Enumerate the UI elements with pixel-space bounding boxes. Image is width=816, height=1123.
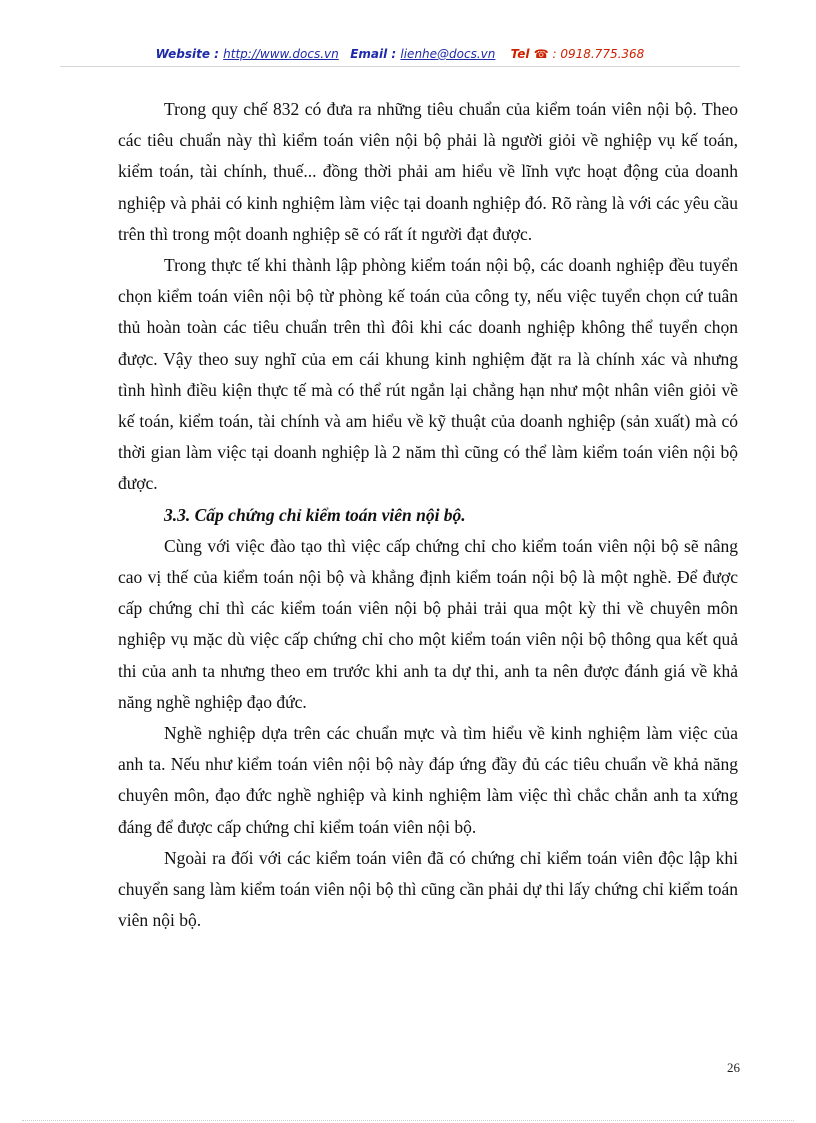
paragraph: Cùng với việc đào tạo thì việc cấp chứng chỉ cho kiểm toán viên nội bộ sẽ nâng cao vị thế của kiểm toán nội bộ và khẳng định kiểm toán nội bộ là một nghề. Để được cấp chứng chỉ thì các kiểm toán viên nội bộ phải trải qua một kỳ thi về chuyên môn nghiệp vụ mặc dù việc cấp chứng chỉ cho một kiểm toán viên nội bộ thông qua kết quả thi của anh ta nhưng theo em trước khi anh ta dự thi, anh ta nên được đánh giá về khả năng nghề nghiệp đạo đức. (118, 535, 738, 712)
tel-separator: : (548, 47, 561, 61)
tel-number: 0918.775.368 (560, 47, 645, 61)
website-separator: : (210, 47, 224, 61)
paragraph: Ngoài ra đối với các kiểm toán viên đã có chứng chỉ kiểm toán viên độc lập khi chuyển sang làm kiểm toán viên nội bộ thì cũng cần phải dự thi lấy chứng chỉ kiểm toán viên nội bộ. (118, 847, 738, 931)
section-heading: 3.3. Cấp chứng chỉ kiểm toán viên nội bộ. (164, 504, 466, 525)
email-label: Email (350, 47, 388, 61)
header-divider (60, 66, 740, 67)
paragraph: Nghề nghiệp dựa trên các chuẩn mực và tìm hiểu về kinh nghiệm làm việc của anh ta. Nếu như kiểm toán viên nội bộ này đáp ứng đầy đủ các tiêu chuẩn về khả năng chuyên môn, đạo đức nghề nghiệp và kinh nghiệm làm việc thì chắc chắn anh ta xứng đáng để được cấp chứng chỉ kiểm toán viên nội bộ. (118, 723, 738, 837)
page-number: 26 (727, 1060, 740, 1075)
page-header (60, 47, 740, 61)
email-separator: : (387, 47, 401, 61)
tel-label: Tel ☎ (510, 47, 549, 61)
document-body (118, 94, 738, 936)
website-label: Website (155, 47, 210, 61)
paragraph: Trong quy chế 832 có đưa ra những tiêu chuẩn của kiểm toán viên nội bộ. Theo các tiêu chuẩn này thì kiểm toán viên nội bộ phải là người giỏi về nghiệp vụ kế toán, kiểm toán, tài chính, thuế... đồng thời phải am hiểu về lĩnh vực hoạt động của doanh nghiệp và phải có kinh nghiệm làm việc tại doanh nghiệp đó. Rõ ràng là với các yêu cầu trên thì trong một doanh nghiệp sẽ có rất ít người đạt được. (118, 99, 738, 244)
paragraph: Trong thực tế khi thành lập phòng kiểm toán nội bộ, các doanh nghiệp đều tuyển chọn kiểm toán viên nội bộ từ phòng kế toán của công ty, nếu việc tuyển chọn cứ tuân thủ hoàn toàn các tiêu chuẩn trên thì đôi khi các doanh nghiệp không thể tuyển chọn được. Vậy theo suy nghĩ của em cái khung kinh nghiệm đặt ra là chính xác và nhưng tình hình điều kiện thực tế mà có thể rút ngắn lại chẳng hạn như một nhân viên giỏi về kế toán, kiểm toán, tài chính và am hiểu về kỹ thuật của doanh nghiệp (sản xuất) mà có thời gian làm việc tại doanh nghiệp là 2 năm thì cũng có thể làm kiểm toán viên nội bộ được. (118, 255, 738, 494)
email-link[interactable]: lienhe@docs.vn (400, 47, 496, 61)
website-link[interactable]: http://www.docs.vn (223, 47, 339, 61)
footer-divider (22, 1120, 794, 1121)
